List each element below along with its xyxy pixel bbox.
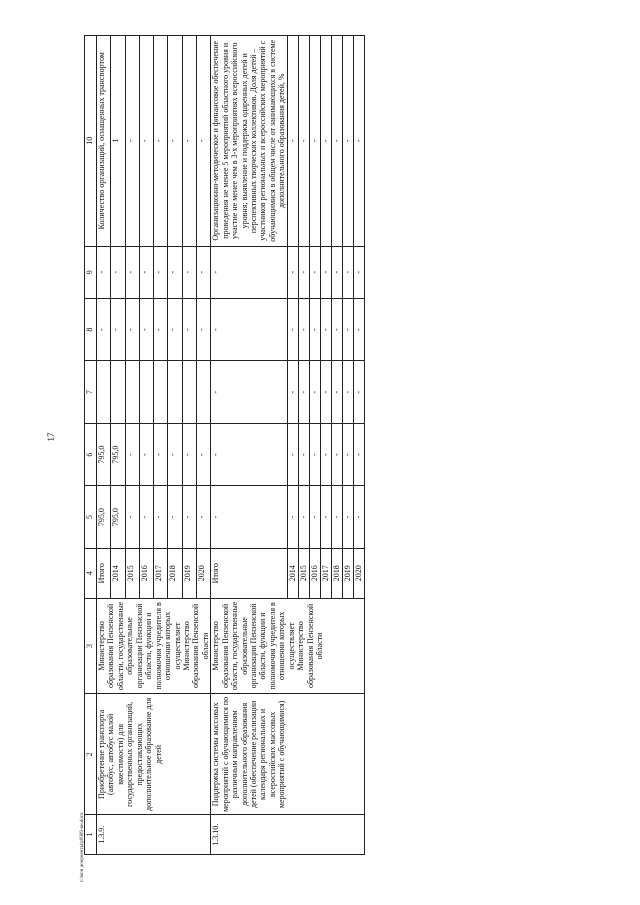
amount-cell: - [211, 298, 288, 361]
amount-cell: - [97, 298, 111, 361]
year-cell: 2016 [309, 548, 320, 598]
amount-cell: - [111, 246, 125, 298]
year-cell: 2019 [342, 548, 353, 598]
amount-cell: - [125, 246, 139, 298]
year-cell: Итого [97, 548, 111, 598]
year-cell: 2017 [320, 548, 331, 598]
amount-cell: - [154, 486, 168, 549]
table-row [97, 36, 111, 855]
year-cell: 2020 [353, 548, 364, 598]
amount-cell: - [353, 361, 364, 424]
amount-cell [97, 361, 111, 424]
year-cell: 2019 [182, 548, 196, 598]
amount-cell: - [320, 298, 331, 361]
rotated-table-container [84, 35, 604, 855]
col-header-6: 6 [85, 423, 97, 486]
year-cell: 2014 [111, 548, 125, 598]
year-cell: 2014 [287, 548, 298, 598]
amount-cell [182, 361, 196, 424]
indicator-cell: - [342, 36, 353, 247]
amount-cell: - [168, 246, 182, 298]
amount-cell: - [154, 423, 168, 486]
indicator-cell: - [353, 36, 364, 247]
col-header-2: 2 [85, 694, 97, 815]
amount-cell: - [353, 423, 364, 486]
amount-cell: - [342, 486, 353, 549]
amount-cell: - [287, 486, 298, 549]
page-number: 17 [46, 432, 56, 442]
amount-cell: - [298, 298, 309, 361]
amount-cell: - [342, 423, 353, 486]
table-row [211, 36, 288, 855]
indicator-cell: - [125, 36, 139, 247]
col-header-10: 10 [85, 36, 97, 247]
amount-cell: - [139, 298, 153, 361]
amount-cell: - [182, 246, 196, 298]
amount-cell: - [211, 246, 288, 298]
amount-cell: - [154, 246, 168, 298]
amount-cell: - [309, 423, 320, 486]
amount-cell: 795,0 [111, 423, 125, 486]
amount-cell: - [320, 246, 331, 298]
amount-cell: - [211, 423, 288, 486]
amount-cell: - [331, 423, 342, 486]
amount-cell: - [287, 361, 298, 424]
amount-cell: - [168, 423, 182, 486]
column-number-row [85, 36, 97, 855]
executor-cell: Министерство образования Пензенской области, государственные образовательные организации Пензенской области, функции и полномочия учредителя в отношении которых осуществляет Министерство образования Пензенской области [97, 598, 211, 694]
activity-cell: Приобретение транспорта (автобус, автобус малой вместимости) для государственных организаций, предоставляющих дополнительное образование для детей [97, 694, 211, 815]
indicator-cell: - [182, 36, 196, 247]
entry-number: 1.3.10. [211, 815, 365, 855]
amount-cell: 795,0 [97, 486, 111, 549]
indicator-cell: - [154, 36, 168, 247]
amount-cell: - [331, 246, 342, 298]
indicator-cell: - [196, 36, 210, 247]
amount-cell: - [342, 298, 353, 361]
amount-cell: - [320, 423, 331, 486]
indicator-cell: - [320, 36, 331, 247]
indicator-cell: - [168, 36, 182, 247]
amount-cell: - [309, 361, 320, 424]
amount-cell: - [168, 298, 182, 361]
amount-cell: - [154, 298, 168, 361]
amount-cell: - [182, 298, 196, 361]
activity-cell: Поддержка системы массовых мероприятий с обучающимися по различным направлениям дополнительного образования детей (обеспечение реализации календаря региональных и всероссийских массовых мероприятий с обучающимися) [211, 694, 365, 815]
year-cell: 2017 [154, 548, 168, 598]
col-header-1: 1 [85, 815, 97, 855]
amount-cell: - [298, 486, 309, 549]
amount-cell: - [331, 486, 342, 549]
col-header-5: 5 [85, 486, 97, 549]
amount-cell: - [211, 361, 288, 424]
amount-cell: - [353, 246, 364, 298]
amount-cell: 795,0 [111, 486, 125, 549]
amount-cell: - [182, 423, 196, 486]
amount-cell: - [320, 486, 331, 549]
col-header-7: 7 [85, 361, 97, 424]
col-header-8: 8 [85, 298, 97, 361]
executor-cell: Министерство образования Пензенской области, государственные образовательные организации Пензенской области, функции и полномочия учредителя в отношении которых осуществляет Министерство образования Пензенской области [211, 598, 365, 694]
indicator-cell: Количество организаций, оснащенных транспортом [97, 36, 111, 247]
amount-cell [196, 361, 210, 424]
year-cell: 2015 [298, 548, 309, 598]
entry-number: 1.3.9. [97, 815, 211, 855]
amount-cell [139, 361, 153, 424]
amount-cell: - [353, 298, 364, 361]
indicator-cell: - [139, 36, 153, 247]
indicator-cell: - [331, 36, 342, 247]
year-cell: Итого [211, 548, 288, 598]
indicator-cell: - [287, 36, 298, 247]
amount-cell: - [196, 246, 210, 298]
program-activities-table [84, 35, 365, 855]
amount-cell: - [331, 298, 342, 361]
amount-cell: - [353, 486, 364, 549]
indicator-cell: 1 [111, 36, 125, 247]
col-header-9: 9 [85, 246, 97, 298]
amount-cell [154, 361, 168, 424]
table-body [97, 36, 365, 855]
amount-cell: - [287, 246, 298, 298]
indicator-cell: - [309, 36, 320, 247]
col-header-4: 4 [85, 548, 97, 598]
year-cell: 2016 [139, 548, 153, 598]
year-cell: 2015 [125, 548, 139, 598]
footer-file-path: c:\мои документы\p0909-ви.docx [80, 812, 85, 882]
amount-cell: - [111, 298, 125, 361]
amount-cell: - [139, 246, 153, 298]
amount-cell: 795,0 [97, 423, 111, 486]
amount-cell: - [125, 423, 139, 486]
amount-cell: - [309, 486, 320, 549]
amount-cell: - [211, 486, 288, 549]
amount-cell: - [342, 361, 353, 424]
year-cell: 2020 [196, 548, 210, 598]
amount-cell: - [320, 361, 331, 424]
amount-cell: - [97, 246, 111, 298]
amount-cell: - [139, 423, 153, 486]
amount-cell: - [196, 298, 210, 361]
amount-cell: - [125, 298, 139, 361]
amount-cell: - [342, 246, 353, 298]
col-header-3: 3 [85, 598, 97, 694]
amount-cell [168, 361, 182, 424]
year-cell: 2018 [331, 548, 342, 598]
indicator-cell: - [298, 36, 309, 247]
amount-cell: - [298, 246, 309, 298]
amount-cell: - [125, 486, 139, 549]
year-cell: 2018 [168, 548, 182, 598]
amount-cell: - [182, 486, 196, 549]
amount-cell: - [309, 246, 320, 298]
amount-cell: - [309, 298, 320, 361]
amount-cell: - [196, 486, 210, 549]
amount-cell: - [287, 298, 298, 361]
amount-cell [125, 361, 139, 424]
amount-cell: - [139, 486, 153, 549]
amount-cell: - [168, 486, 182, 549]
amount-cell: - [196, 423, 210, 486]
amount-cell: - [287, 423, 298, 486]
amount-cell: - [298, 423, 309, 486]
indicator-cell: Организационно-методическое и финансовое обеспечение проведения не менее 5 мероприятий областного уровня и участие не менее чем в 3-х мероприятиях всероссийского уровня; выявление и поддержка одаренных детей и перспективных творческих коллективов. Доля детей – участников региональных и всероссийских мероприятий с обучающимися в общем числе от занимающихся в системе дополнительного образования детей, % [211, 36, 288, 247]
amount-cell [111, 361, 125, 424]
amount-cell: - [298, 361, 309, 424]
amount-cell: - [331, 361, 342, 424]
